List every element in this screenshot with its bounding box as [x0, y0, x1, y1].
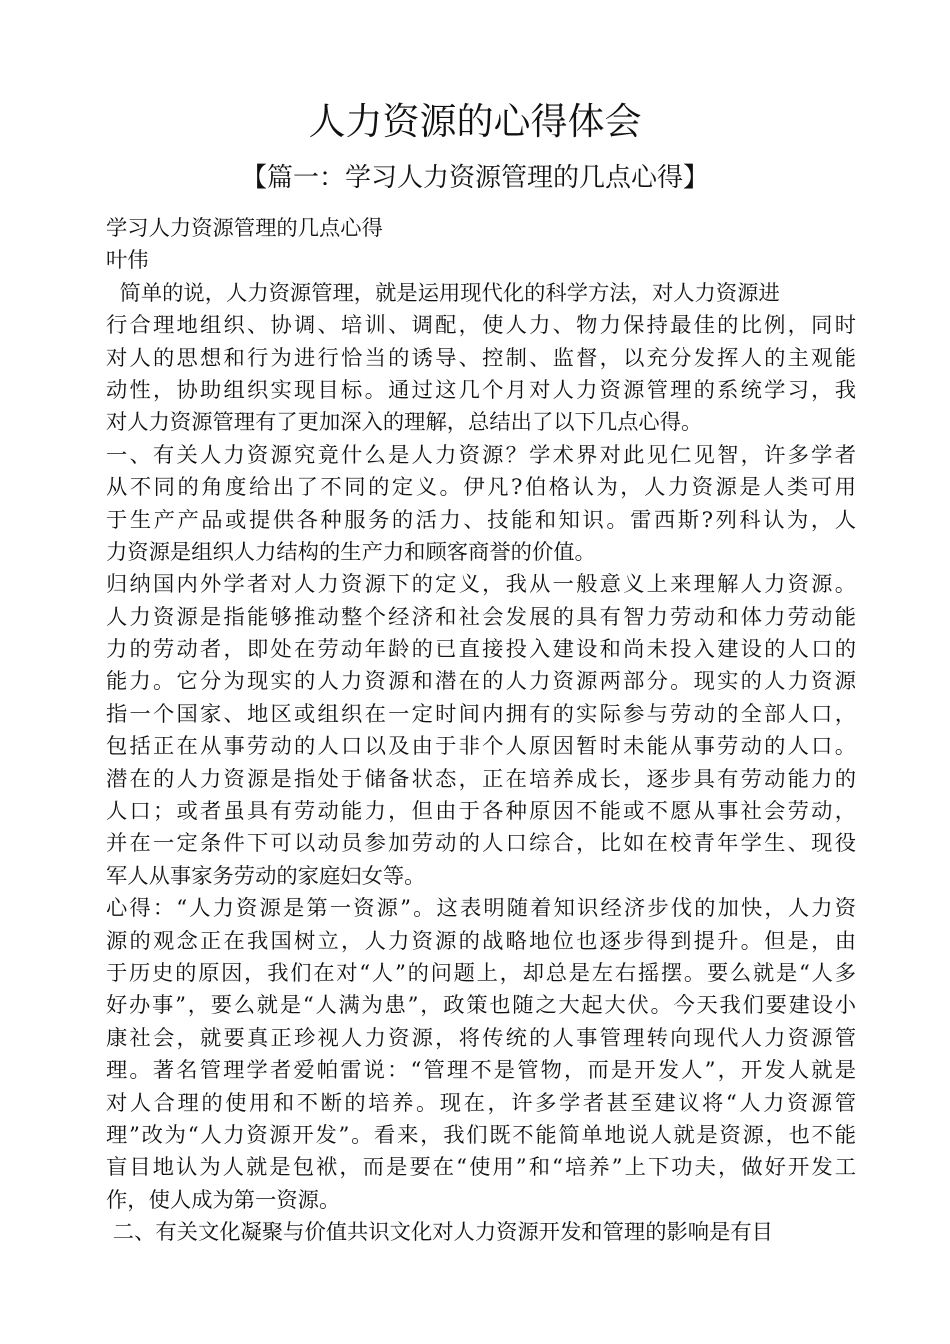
body-line: 理。著名管理学者爱帕雷说：“管理不是管物，而是开发人”，开发人就是 [106, 1058, 856, 1084]
body-line: 对人合理的使用和不断的培养。现在，许多学者甚至建议将“人力资源管 [106, 1090, 856, 1116]
body-line: 源的观念正在我国树立，人力资源的战略地位也逐步得到提升。但是，由 [106, 928, 856, 954]
body-line: 人口；或者虽具有劳动能力，但由于各种原因不能或不愿从事社会劳动， [106, 799, 856, 825]
body-line: 军人从事家务劳动的家庭妇女等。 [106, 863, 426, 889]
body-line: 学习人力资源管理的几点心得 [106, 216, 383, 241]
body-line: 对人力资源管理有了更加深入的理解，总结出了以下几点心得。 [106, 410, 703, 436]
body-line: 力资源是组织人力结构的生产力和顾客商誉的价值。 [106, 539, 596, 565]
body-line: 潜在的人力资源是指处于储备状态，正在培养成长，逐步具有劳动能力的 [106, 766, 856, 792]
body-line: 动性，协助组织实现目标。通过这几个月对人力资源管理的系统学习，我 [106, 377, 856, 403]
body-line: 叶伟 [106, 248, 149, 274]
body-line: 盲目地认为人就是包袱，而是要在“使用”和“培养”上下功夫，做好开发工 [106, 1155, 856, 1181]
body-line: 好办事”，要么就是“人满为患”，政策也随之大起大伏。今天我们要建设小 [106, 993, 856, 1019]
body-line: 并在一定条件下可以动员参加劳动的人口综合，比如在校青年学生、现役 [106, 831, 856, 857]
body-line: 作，使人成为第一资源。 [106, 1187, 341, 1213]
document-subtitle: 【篇一：学习人力资源管理的几点心得】 [240, 163, 709, 193]
document-title: 人力资源的心得体会 [308, 100, 642, 143]
body-line: 一、有关人力资源究竟什么是人力资源？学术界对此见仁见智，许多学者 [106, 442, 856, 468]
body-line: 力的劳动者，即处在劳动年龄的已直接投入建设和尚未投入建设的人口的 [106, 637, 856, 663]
body-line: 简单的说，人力资源管理，就是运用现代化的科学方法，对人力资源进 [106, 280, 780, 306]
body-line: 指一个国家、地区或组织在一定时间内拥有的实际参与劳动的全部人口， [106, 701, 856, 727]
body-line: 人力资源是指能够推动整个经济和社会发展的具有智力劳动和体力劳动能 [106, 604, 856, 630]
body-line: 行合理地组织、协调、培训、调配，使人力、物力保持最佳的比例，同时 [106, 313, 856, 339]
body-line: 二、有关文化凝聚与价值共识文化对人力资源开发和管理的影响是有目 [106, 1220, 773, 1246]
body-line: 于生产产品或提供各种服务的活力、技能和知识。雷西斯?列科认为，人 [106, 507, 856, 533]
body-line: 对人的思想和行为进行恰当的诱导、控制、监督，以充分发挥人的主观能 [106, 345, 856, 371]
body-line: 包括正在从事劳动的人口以及由于非个人原因暂时未能从事劳动的人口。 [106, 734, 856, 760]
document-body [106, 213, 856, 1250]
body-line: 从不同的角度给出了不同的定义。伊凡?伯格认为，人力资源是人类可用 [106, 475, 856, 501]
body-line: 于历史的原因，我们在对“人”的问题上，却总是左右摇摆。要么就是“人多 [106, 960, 856, 986]
body-line: 能力。它分为现实的人力资源和潜在的人力资源两部分。现实的人力资源 [106, 669, 856, 695]
body-line: 归纳国内外学者对人力资源下的定义，我从一般意义上来理解人力资源。 [106, 572, 856, 598]
body-line: 康社会，就要真正珍视人力资源，将传统的人事管理转向现代人力资源管 [106, 1025, 856, 1051]
body-line: 心得：“人力资源是第一资源”。这表明随着知识经济步伐的加快，人力资 [106, 896, 856, 922]
body-line: 理”改为“人力资源开发”。看来，我们既不能简单地说人就是资源，也不能 [106, 1122, 856, 1148]
